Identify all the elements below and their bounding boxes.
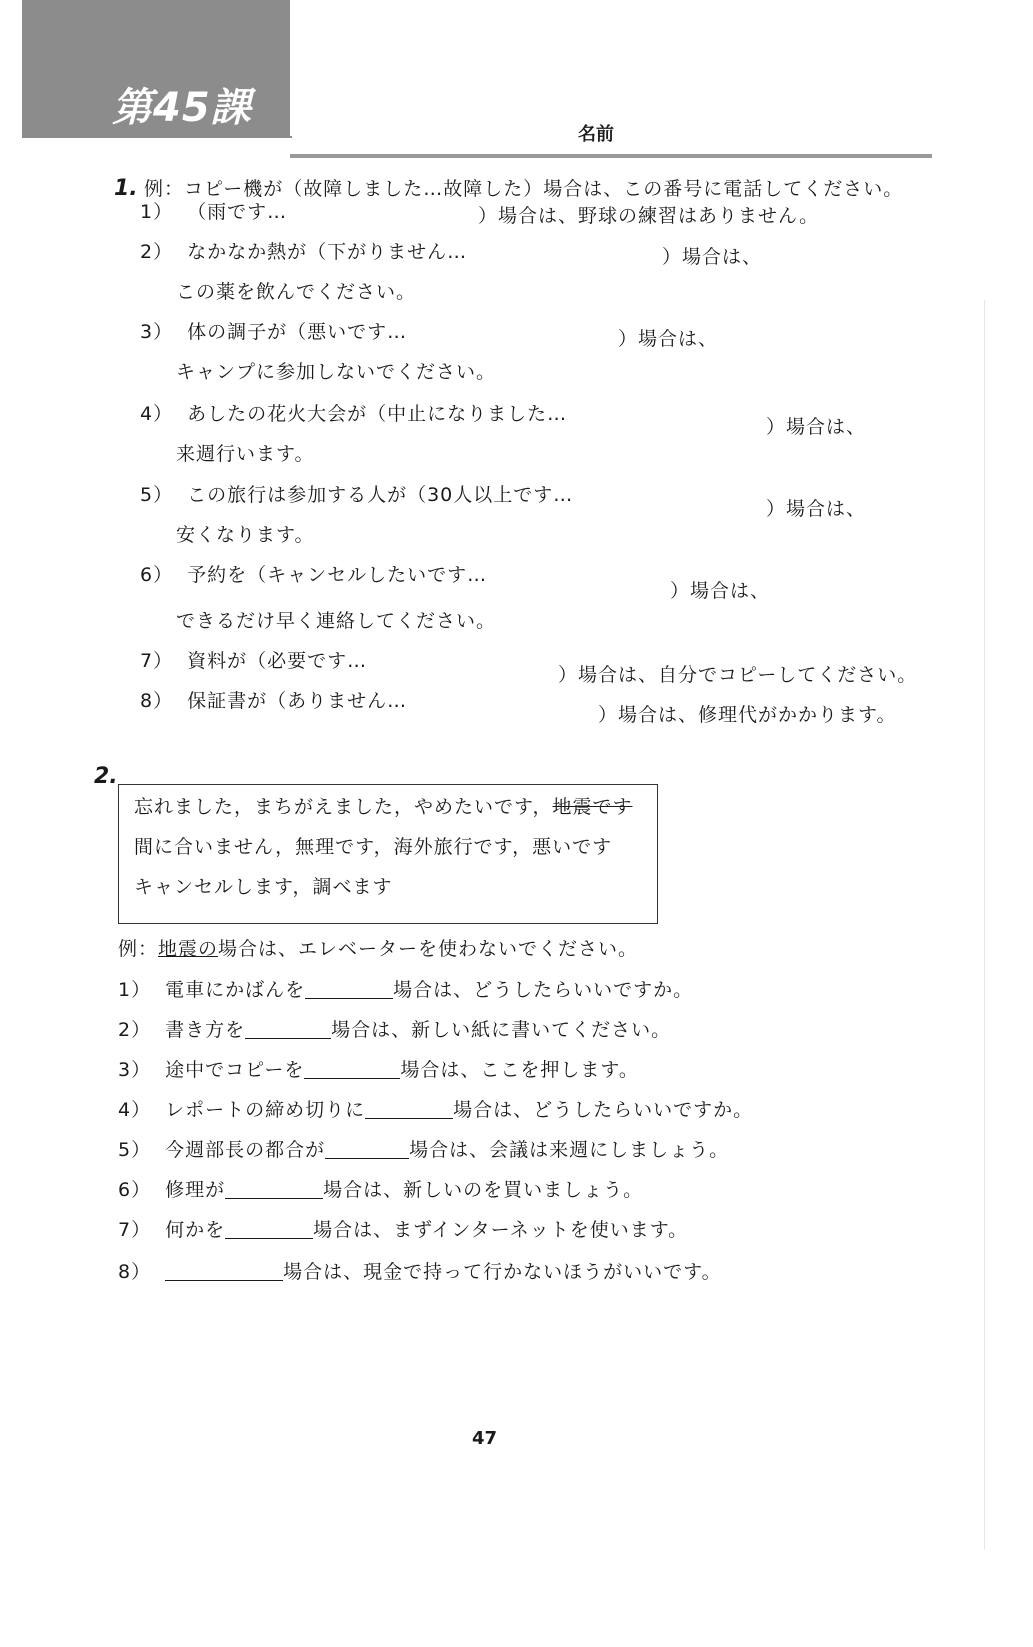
page-edge bbox=[984, 300, 985, 1550]
s2-item-1-after: 場合は、どうしたらいいですか。 bbox=[393, 979, 694, 1001]
word-box-line-2: 間に合いません，無理です，海外旅行です，悪いです bbox=[134, 836, 613, 858]
s2-item-1 bbox=[118, 980, 693, 1000]
s2-item-6-before: 修理が bbox=[165, 1179, 226, 1201]
s2-item-2-before: 書き方を bbox=[165, 1019, 246, 1041]
s2-item-4-blank[interactable] bbox=[365, 1100, 453, 1119]
s2-item-3-before: 途中でコピーを bbox=[165, 1059, 305, 1081]
s1-item-6-num: 6） bbox=[140, 564, 174, 586]
s2-item-7-blank[interactable] bbox=[225, 1220, 313, 1239]
s2-item-8-after: 場合は、現金で持って行かないほうがいいです。 bbox=[283, 1261, 722, 1283]
s1-item-5-text: この旅行は参加する人が（30人以上です… bbox=[187, 484, 574, 506]
s2-item-1-num: 1） bbox=[118, 979, 152, 1001]
s1-item-8-right: ）場合は、修理代がかかります。 bbox=[598, 704, 897, 726]
s2-item-2-after: 場合は、新しい紙に書いてください。 bbox=[331, 1019, 672, 1041]
s2-item-1-before: 電車にかばんを bbox=[165, 979, 306, 1001]
s1-item-4-num: 4） bbox=[140, 403, 174, 425]
s2-item-8 bbox=[118, 1262, 722, 1282]
s2-item-5 bbox=[118, 1140, 729, 1160]
s2-item-6-blank[interactable] bbox=[225, 1180, 323, 1199]
s1-item-2-num: 2） bbox=[140, 241, 174, 263]
s1-item-8-text: 保証書が（ありません… bbox=[187, 690, 408, 712]
s2-item-6-num: 6） bbox=[118, 1179, 152, 1201]
s2-item-8-blank[interactable] bbox=[165, 1262, 283, 1281]
s2-item-4-num: 4） bbox=[118, 1099, 152, 1121]
s1-item-5 bbox=[140, 486, 573, 505]
lesson-rule bbox=[22, 136, 292, 138]
section-2-example bbox=[118, 940, 638, 959]
word-box-line-3: キャンセルします，調べます bbox=[134, 876, 393, 898]
section-2-number: 2. bbox=[94, 764, 118, 789]
s1-item-3-right: ）場合は、 bbox=[618, 328, 719, 350]
word-box-line-1-text: 忘れました，まちがえました，やめたいです， bbox=[134, 796, 553, 818]
s1-item-2-cont: この薬を飲んでください。 bbox=[176, 281, 417, 303]
s1-item-8 bbox=[140, 692, 407, 711]
s1-item-7-right: ）場合は、自分でコピーしてください。 bbox=[558, 664, 918, 686]
s2-item-3-num: 3） bbox=[118, 1059, 152, 1081]
s1-item-3-cont: キャンプに参加しないでください。 bbox=[176, 361, 497, 383]
section-1-number: 1. bbox=[114, 176, 138, 201]
s1-item-4-cont: 来週行います。 bbox=[176, 443, 315, 465]
s1-item-1-right: ）場合は、野球の練習はありません。 bbox=[478, 205, 820, 227]
s2-item-7-num: 7） bbox=[118, 1219, 152, 1241]
s2-item-1-blank[interactable] bbox=[305, 980, 393, 999]
s1-item-6 bbox=[140, 566, 487, 585]
s2-item-3 bbox=[118, 1060, 639, 1080]
s2-item-7 bbox=[118, 1220, 688, 1240]
s2-item-6 bbox=[118, 1180, 643, 1200]
s2-item-2-blank[interactable] bbox=[245, 1020, 331, 1039]
s2-item-6-after: 場合は、新しいのを買いましょう。 bbox=[323, 1179, 644, 1201]
s2-item-5-num: 5） bbox=[118, 1139, 152, 1161]
s2-item-8-num: 8） bbox=[118, 1261, 152, 1283]
s1-item-5-cont: 安くなります。 bbox=[176, 524, 315, 546]
s2-item-4 bbox=[118, 1100, 753, 1120]
s1-item-6-text: 予約を（キャンセルしたいです… bbox=[187, 564, 488, 586]
s1-item-7-num: 7） bbox=[140, 650, 174, 672]
section-2-example-answer: 地震の bbox=[158, 938, 219, 960]
s1-item-4-text: あしたの花火大会が（中止になりました… bbox=[187, 403, 568, 425]
s1-item-5-num: 5） bbox=[140, 484, 174, 506]
s1-item-1-text: （雨です… bbox=[187, 201, 288, 223]
section-2-example-prefix: 例： bbox=[118, 938, 159, 960]
s1-item-8-num: 8） bbox=[140, 690, 174, 712]
s1-item-5-right: ）場合は、 bbox=[766, 498, 867, 520]
name-label: 名前 bbox=[578, 124, 614, 145]
s1-item-2 bbox=[140, 243, 467, 262]
s1-item-6-right: ）場合は、 bbox=[670, 580, 771, 602]
section-1-example: 例：コピー機が（故障しました…故障した）場合は、この番号に電話してください。 bbox=[144, 178, 904, 200]
s1-item-1 bbox=[140, 203, 287, 222]
word-box-line-1 bbox=[134, 798, 633, 817]
lesson-title: 第45課 bbox=[112, 85, 252, 131]
s2-item-3-blank[interactable] bbox=[304, 1060, 400, 1079]
s2-item-5-after: 場合は、会議は来週にしましょう。 bbox=[409, 1139, 730, 1161]
s1-item-7-text: 資料が（必要です… bbox=[187, 650, 368, 672]
s1-item-7 bbox=[140, 652, 367, 671]
s2-item-4-before: レポートの締め切りに bbox=[165, 1099, 366, 1121]
s2-item-2-num: 2） bbox=[118, 1019, 152, 1041]
section-2-example-rest: 場合は、エレベーターを使わないでください。 bbox=[218, 938, 639, 960]
s2-item-5-blank[interactable] bbox=[325, 1140, 409, 1159]
s2-item-4-after: 場合は、どうしたらいいですか。 bbox=[453, 1099, 754, 1121]
s1-item-3-num: 3） bbox=[140, 321, 174, 343]
s1-item-6-cont: できるだけ早く連絡してください。 bbox=[176, 610, 497, 632]
s2-item-3-after: 場合は、ここを押します。 bbox=[400, 1059, 639, 1081]
word-box-struck-example: 地震です bbox=[552, 796, 633, 818]
s2-item-7-after: 場合は、まずインターネットを使います。 bbox=[313, 1219, 689, 1241]
s1-item-3-text: 体の調子が（悪いです… bbox=[187, 321, 408, 343]
name-rule bbox=[290, 154, 932, 158]
s1-item-2-right: ）場合は、 bbox=[662, 246, 763, 268]
page-number: 47 bbox=[472, 1428, 498, 1449]
s1-item-3 bbox=[140, 323, 407, 342]
s2-item-7-before: 何かを bbox=[165, 1219, 226, 1241]
s1-item-1-num: 1） bbox=[140, 201, 174, 223]
s2-item-5-before: 今週部長の都合が bbox=[165, 1139, 326, 1161]
s2-item-2 bbox=[118, 1020, 671, 1040]
s1-item-4-right: ）場合は、 bbox=[766, 416, 867, 438]
s1-item-4 bbox=[140, 405, 567, 424]
s1-item-2-text: なかなか熱が（下がりません… bbox=[187, 241, 468, 263]
